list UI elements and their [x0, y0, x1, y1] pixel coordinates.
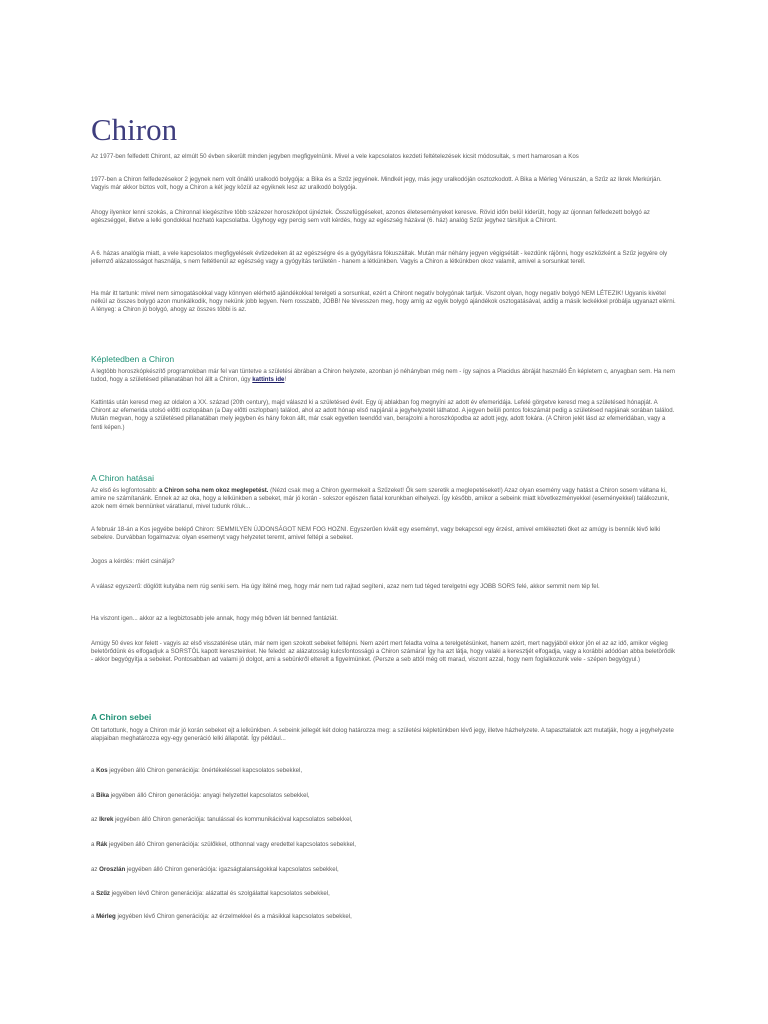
page-title: Chiron: [91, 112, 178, 147]
list-item-text: jegyében álló Chiron generációja: szülőkkel, otthonnal vagy eredettel kapcsolatos sebekkel,: [107, 841, 356, 848]
section-heading-sebei: A Chiron sebei: [91, 712, 152, 722]
section2-paragraph-1-rest: (Nézd csak meg a Chiron gyermekeit a Szűzeket! Ők sem szeretik a meglepetéseket!) Azaz olyan esemény vagy hatást a Chiron sosem váltana ki, amire ne számítanánk. Ennek az az oka, hogy a lelkünkben a sebeket, már jó korán - sokszor egészen fiatal korunkban elhelyezi. Így később, amikor a sebeink miatt következményekkel (eseményekkel) találkozunk, azok nem érnek bennünket váratlanul, mivel tudunk róluk...: [91, 487, 670, 511]
list-item: [91, 841, 677, 849]
list-item: [91, 816, 677, 824]
list-item-text: jegyében álló Chiron generációja: önértékeléssel kapcsolatos sebekkel,: [107, 767, 303, 774]
list-item-text: jegyében lévő Chiron generációja: az érzelmekkel és a másikkal kapcsolatos sebekkel,: [115, 913, 352, 920]
section2-paragraph-1: [91, 487, 677, 512]
intro-paragraph-1: Az 1977-ben felfedett Chiront, az elmúlt 50 évben sikerült minden jegyben megfigyelnünk. Mivel a vele kapcsolatos kezdeti feltételezések kicsit módosultak, s mert hamarosan a Kos: [91, 153, 579, 160]
list-item-prefix: a: [91, 841, 97, 848]
section1-paragraph-2: Kattintás után keresd meg az oldalon a XX. század (20th century), majd válaszd ki a születésed évét. Egy új ablakban fog megnyíni az adott év efemeridája. Lefelé görgetve keresd meg a születésed hónapját. A Chiront az efemerida utolsó előtti oszlopában (a Day előtti oszlopban) találod, ahol az adott hónap első napjánál a jegyhelyzetét láthatod. A jegyen belüli pontos fokszámát pedig a születésed napjának sorában találod. Mután megvan, hogy a születésed pillanatában mely jegyben és hány fokon állt, már csak egyetlen teendőd van, berajzolni a horoszkópodba az adott jegy, adott fokára. (A Chiron jelét lásd az efemeridában, vagy a fenti képen.): [91, 399, 675, 431]
list-item: [91, 792, 677, 800]
list-item-sign: Kos: [96, 767, 108, 774]
list-item-prefix: a: [91, 890, 97, 897]
intro-paragraph-5: Ha már itt tartunk: mivel nem simogatásokkal vagy könnyen elérhető ajándékokkal terelgeti a sorsunkat, ezért a Chiront negatív bolygónak tartjuk. Viszont olyan, hogy negatív bolygó NEM LÉTEZIK! Ugyanis kivétel nélkül az összes bolygó azon munkálkodik, hogy nekünk jobb legyen. Nem rosszabb, JOBB! Ne tévesszen meg, hogy amíg az egyik bolygó ajándékok osztogatásával, addig a másik leckékkel próbálja ugyanazt elérni. A lényeg: a Chiron jó bolygó, ahogy az összes többi is az.: [91, 290, 676, 314]
list-item-text: jegyében álló Chiron generációja: anyagi helyzettel kapcsolatos sebekkel,: [108, 792, 310, 799]
list-item: [91, 890, 677, 898]
section2-paragraph-3: Jogos a kérdés: miért csinálja?: [91, 558, 175, 565]
section3-paragraph-1: Ott tartottunk, hogy a Chiron már jó korán sebeket ejt a lelkünkben. A sebeink jellegét két dolog határozza meg: a születési képletünkben lévő jegy, illetve házhelyzete. A tapasztalatok azt mutatják, hogy a jegyhelyzete alapjaiban meghatározza egy-egy generáció lelki állapotát. Így például...: [91, 727, 674, 743]
list-item-prefix: a: [91, 767, 97, 774]
list-item-sign: Bika: [96, 792, 109, 799]
intro-paragraph-2: 1977-ben a Chiron felfedezésekor 2 jegynek nem volt önálló uralkodó bolygója: a Bika és a Szűz jegyének. Mindkét jegy, más jegy uralkodóján osztozkodott. A Bika a Mérleg Vénuszán, a Szűz az Ikrek Merkúrján. Vagyis már akkor biztos volt, hogy a Chiron a két jegy közül az egyiknek lesz az uralkodó bolygója.: [91, 176, 662, 192]
list-item-sign: Ikrek: [99, 816, 114, 823]
section2-paragraph-6: Amúgy 50 éves kor felett - vagyis az első visszatérése után, már nem igen szokott sebeket feltépni. Nem azért mert feladta volna a terelgetésünket, hanem azért, mert nagyjából ekkor jön el az az idő, amikor végleg beletörődünk és elfogadjuk a SORSTÓL kapott kereszteinket. Ne feledd: az alázatosság kulcsfontosságú a Chiron számára! Így ha azt látja, hogy valaki a keresztjét elfogadja, vagy a korábbi adódóan abba beletörődik - akkor begyógyítja a sebeket. Pontosabban ad valami jó dolgot, ami a sebünkről elterelt a figyelmünket. (Persze a seb attól még ott marad, viszont azzal, hogy nem foglalkozunk vele - szépen begyógyul.): [91, 640, 676, 664]
list-item-prefix: az: [91, 816, 100, 823]
section2-paragraph-5: Ha viszont igen... akkor az a legbiztosabb jele annak, hogy még bőven lát benned fantáziát.: [91, 615, 338, 622]
list-item-sign: Szűz: [96, 890, 110, 897]
list-item-prefix: a: [91, 913, 97, 920]
list-item: [91, 866, 677, 874]
list-item-sign: Mérleg: [96, 913, 116, 920]
section2-paragraph-1-start: Az első és legfontosabb:: [91, 487, 160, 494]
section2-paragraph-2: A február 18-án a Kos jegyébe belépő Chiron: SEMMILYEN ÚJDONSÁGOT NEM FOG HOZNI. Egyszerűen kivált egy eseményt, vagy bekapcsol egy érzést, amivel emlékezteti őket az amúgy is bennük lévő lelki sebekre. Durvábban fogalmazva: olyan esemenyt vagy helyzetet teremt, amivel feltépi a sebeket.: [91, 526, 661, 542]
list-item-text: jegyében álló Chiron generációja: igazságtalanságokkal kapcsolatos sebekkel,: [125, 866, 339, 873]
intro-paragraph-3: Ahogy ilyenkor lenni szokás, a Chironnal kiegészítve több százezer horoszkópot újnéztek. Összefüggéseket, azonos életeseményeket keresve. Rövid időn belül kiderült, hogy az újonnan felfedezett bolygó az egészséggel, illetve a lelki gondokkal hozható kapcsolatba. Úgyhogy egy percig sem volt kérdés, hogy az egészség házával (6. ház) analóg Szűz jegyhez társítjuk a Chiront.: [91, 209, 650, 225]
list-item-prefix: a: [91, 792, 97, 799]
section2-paragraph-1-bold: a Chiron soha nem okoz meglepetést.: [159, 487, 269, 494]
list-item-sign: Oroszlán: [99, 866, 126, 873]
list-item-prefix: az: [91, 866, 100, 873]
intro-paragraph-4: A 6. házas analógia miatt, a vele kapcsolatos megfigyelések évtizedeken át az egészségre és a gyógyításra fókuszáltak. Mután már néhány jegyen végigsétált - kezdünk rájönni, hogy eszközként a Szűz jegyére oly jellemző alázatosságot használja, s nem feltétlenül az egészség vagy a gyógyítás területén - hanem a létkünkben. Vagyis a Chiron a létkünkben okoz valamit, amivel a sorsunkat terell.: [91, 250, 668, 266]
section-heading-kepletedben: Képletedben a Chiron: [91, 354, 175, 364]
list-item-text: jegyében álló Chiron generációja: tanulással és kommunikációval kapcsolatos sebekkel,: [113, 816, 353, 823]
list-item: [91, 767, 677, 775]
list-item: [91, 913, 677, 921]
section-heading-hatasai: A Chiron hatásai: [91, 473, 155, 483]
list-item-sign: Rák: [96, 841, 108, 848]
section1-paragraph-1-text: A legtöbb horoszkópkészítő programokban már fel van tüntetve a születési ábrában a Chiron helyzete, azonban jó néhányban még nem - így sajnos a Placidus ábráját használó Én képletem c, anyagban sem. Ha nem tudod, hogy a születésed pillanatában hol állt a Chiron, úgy: [91, 368, 675, 384]
section2-paragraph-4: A válasz egyszerű: döglött kutyába nem rúg senki sem. Ha úgy ítélné meg, hogy már nem tud rajtad segíteni, azaz nem tud téged terelgetni egy JOBB SORS felé, akkor semmit nem tép fel.: [91, 583, 600, 590]
list-item-text: jegyében lévő Chiron generációja: alázattal és szolgálattal kapcsolatos sebekkel,: [109, 890, 330, 897]
ephemeris-link[interactable]: kattints ide: [252, 376, 285, 384]
section1-paragraph-1-end: !: [284, 376, 287, 384]
section1-paragraph-1: [91, 368, 677, 384]
